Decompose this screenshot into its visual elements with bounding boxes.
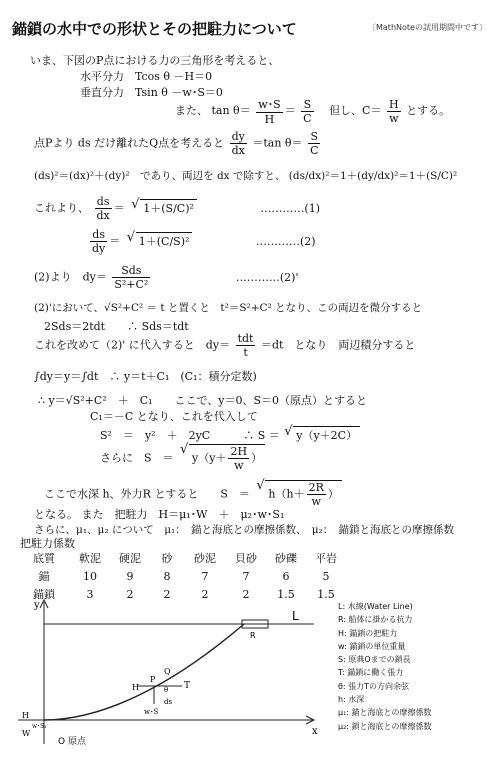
equation-2-prime: (2)より dy＝ $\frac{\text{Sds}}{\text{S²+C²}}$ ‥‥‥‥‥‥(2)'	[34, 264, 299, 291]
legend-item: w: 錨鎖の単位重量	[338, 641, 406, 651]
force-H-label: H	[132, 683, 139, 692]
table-header-row	[18, 549, 346, 567]
table-cell: 2	[163, 587, 171, 601]
legend-item: R: 船体に掛かる抗力	[338, 615, 413, 625]
table-header: 底質	[33, 552, 55, 565]
text-line: 2Sds＝2tdt ∴ Sds＝tdt	[44, 320, 189, 333]
water-line-label: L	[292, 609, 299, 623]
diagram-legend	[338, 600, 432, 733]
legend-item: S: 原典Oまでの鎖長	[338, 655, 411, 665]
table-cell: 2	[201, 587, 209, 601]
origin-label: O 原点	[58, 737, 86, 747]
table-cell: 錨	[38, 570, 50, 583]
legend-item: μ₂: 鎖と海底との摩擦係数	[338, 721, 432, 731]
legend-item: μ₁: 錨と海底との摩擦係数	[338, 708, 432, 718]
table-cell: 1.5	[317, 587, 335, 601]
x-axis-label: x	[312, 726, 318, 737]
theta-label: θ	[164, 686, 169, 694]
table-row	[18, 567, 346, 585]
table-header: 貝砂	[235, 552, 257, 565]
equation-2: $\frac{ds}{dy}$ ＝ √ 1＋(C/S)² ‥‥‥‥‥‥(2)	[88, 228, 316, 255]
anchor-H-label: H	[22, 711, 29, 720]
trial-stamp: 〔MathNoteの試用期間中です〕	[368, 23, 487, 32]
table-cell: 10	[83, 569, 97, 583]
table-cell: 5	[322, 569, 330, 583]
table-header: 砂礫	[275, 552, 297, 565]
equation-ds: (ds)²＝(dx)²＋(dy)² であり、両辺を dx で除すと、 (ds/dx)²＝1＋(dy/dx)²＝1＋(S/C)²	[34, 170, 458, 182]
force-T-label: T	[184, 681, 191, 691]
ship-label: R	[250, 631, 256, 640]
table-header: 軟泥	[79, 552, 101, 565]
table-header: 平岩	[315, 552, 337, 565]
chain-curve	[44, 624, 244, 720]
table-header: 砂泥	[194, 552, 216, 565]
y-axis-label: y	[34, 600, 40, 611]
page-title: 錨鎖の水中での形状とその把駐力について	[12, 20, 297, 38]
table-cell: 錨鎖	[33, 588, 55, 601]
table-cell: 1.5	[277, 587, 295, 601]
equation-1: これより、 $\frac{ds}{dx}$ ＝ √ 1＋(S/C)² ‥‥‥‥‥‥(1)	[34, 195, 320, 222]
point-Q-label: Q	[164, 667, 171, 676]
ds-label: ds	[164, 698, 173, 706]
equation-s-depth: ここで水深 h、外力R とすると S ＝ √ h（h＋ $\frac{2R}{w}$ ）	[44, 480, 342, 508]
table-cell: 6	[282, 569, 290, 583]
text-line: 水平分力 Tcos θ －H＝0	[80, 70, 213, 83]
text-line: C₁＝－C となり、これを代入して	[90, 410, 258, 423]
force-ws-label: w･S	[144, 708, 159, 716]
text-line: となる。 また 把駐力 H＝μ₁･W ＋ μ₂･w･S₁	[34, 508, 285, 521]
equation-s-squared: S² ＝ y² ＋ 2yC ∴ S ＝ √ y（y＋2C）	[100, 426, 360, 443]
table-header: 砂	[161, 552, 173, 565]
anchor-W-label: W	[22, 729, 31, 738]
text-line: (2)'において、√S²+C² ＝ t と置くと t²＝S²+C² となり、この両辺を微分すると	[34, 302, 423, 314]
text-line: 垂直分力 Tsin θ －w･S＝0	[80, 86, 223, 99]
legend-item: H: 錨鎖の把駐力	[338, 628, 398, 638]
equation-s: さらに S ＝ √ y（y＋ $\frac{2H}{w}$ ）	[100, 444, 265, 472]
anchor-ws1-label: w･S₁	[32, 723, 47, 730]
table-cell: 2	[126, 587, 134, 601]
legend-item: L: 水線(Water Line)	[338, 602, 413, 611]
table-cell: 7	[242, 569, 250, 583]
table-header: 硬泥	[119, 552, 141, 565]
text-line: さらに、μ₁、μ₂ について μ₁： 錨と海底との摩擦係数、 μ₂： 錨鎖と海底との摩擦係数	[34, 524, 455, 536]
table-cell: 8	[163, 569, 171, 583]
text-line: ∴ y＝√S²+C² ＋ C₁ ここで、y＝0、S＝0（原点）とすると	[38, 394, 368, 407]
legend-item: T: 錨鎖に働く張力	[338, 668, 404, 678]
legend-item: θ: 張力Tの方向余弦	[338, 681, 410, 691]
table-cell: 9	[126, 569, 134, 583]
equation-tan: また、 tan θ＝ $\frac{w･S}{H}$ ＝ $\frac{S}{C}$ 但し、C＝ $\frac{H}{w}$ とする。	[175, 97, 451, 126]
text-line: 把駐力係数	[20, 537, 75, 550]
equation-slope: 点Pより ds だけ離れたQ点を考えると $\frac{dy}{dx}$ ＝tan θ＝ $\frac{S}{C}$	[34, 130, 319, 157]
table-cell: 7	[201, 569, 209, 583]
legend-item: h: 水深	[338, 695, 365, 705]
text-line: ∫dy＝y＝∫dt ∴ y＝t＋C₁ (C₁：積分定数)	[34, 370, 257, 383]
point-P-label: P	[150, 675, 156, 684]
table-cell: 2	[242, 587, 250, 601]
text-line: いま、下図のP点における力の三角形を考えると、	[30, 54, 280, 67]
equation-substitute: これを改めて（2)' に代入すると dy＝ $\frac{\text{tdt}}{t}$ ＝dt となり 両辺積分すると	[34, 332, 416, 359]
table-cell: 3	[86, 587, 94, 601]
catenary-diagram	[14, 594, 334, 754]
